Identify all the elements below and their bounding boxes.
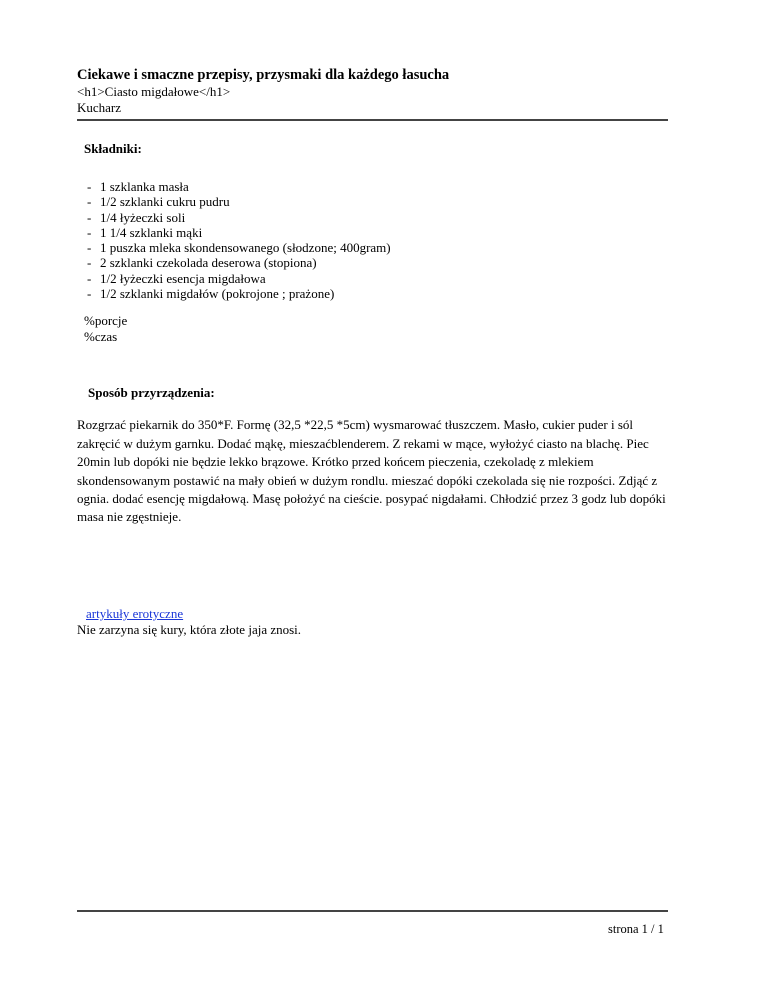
ingredient-item — [87, 179, 668, 194]
servings-placeholder: %porcje — [84, 313, 128, 329]
ingredient-text: 1/2 szklanki migdałów (pokrojone ; prażone) — [100, 286, 335, 302]
list-bullet: - — [87, 255, 92, 271]
document-page — [77, 66, 668, 638]
list-bullet: - — [87, 286, 92, 302]
ingredient-item — [87, 225, 668, 240]
ingredient-item — [87, 271, 668, 286]
ingredient-text: 2 szklanki czekolada deserowa (stopiona) — [100, 255, 317, 271]
author-name: Kucharz — [77, 100, 122, 115]
ingredient-text: 1/2 łyżeczki esencja migdałowa — [100, 270, 266, 286]
method-heading: Sposób przyrządzenia: — [88, 385, 215, 401]
list-bullet: - — [87, 209, 92, 225]
ingredient-item — [87, 286, 668, 301]
ingredient-text: 1 szklanka masła — [100, 179, 189, 194]
list-bullet: - — [87, 224, 92, 240]
ingredient-text: 1/4 łyżeczki soli — [100, 209, 186, 225]
list-bullet: - — [87, 240, 92, 256]
list-bullet: - — [87, 270, 92, 286]
ingredients-heading: Składniki: — [84, 141, 142, 156]
ad-link[interactable]: artykuły erotyczne — [86, 605, 184, 621]
ingredient-item — [87, 194, 668, 209]
footer-links — [77, 606, 668, 638]
page-number: strona 1 / 1 — [608, 922, 664, 936]
footer-divider — [77, 910, 668, 912]
ingredient-text: 1 1/4 szklanki mąki — [100, 224, 203, 240]
list-bullet: - — [87, 194, 92, 210]
site-title: Ciekawe i smaczne przepisy, przysmaki dla każdego łasucha — [77, 67, 450, 83]
recipe-title: <h1>Ciasto migdałowe</h1> — [77, 84, 231, 99]
ingredient-text: 1/2 szklanki cukru pudru — [100, 194, 230, 210]
header-divider — [77, 119, 668, 121]
ingredient-item — [87, 240, 668, 255]
ingredients-list — [77, 179, 668, 301]
proverb-text: Nie zarzyna się kury, która złote jaja znosi. — [77, 621, 302, 637]
ingredient-item — [87, 210, 668, 225]
ingredient-text: 1 puszka mleka skondensowanego (słodzone; 400gram) — [100, 240, 391, 256]
list-bullet: - — [87, 179, 92, 194]
time-placeholder: %czas — [84, 328, 118, 344]
recipe-meta — [77, 313, 668, 344]
method-text: Rozgrzać piekarnik do 350*F. Formę (32,5 *22,5 *5cm) wysmarować tłuszczem. Masło, cukier puder i sól zakręcić w dużym garnku. Dodać mąkę, mieszaćblenderem. Z rekami w mące, wyłożyć ciasto na blachę. Piec 20min lub dopóki nie będzie lekko brązowe. Krótko przed końcem pieczenia, czekoladę z mlekiem skondensowanym postawić na mały obień w dużym rondlu. mieszać dopóki czekolada się nie rozpości. Zdjąć z ognia. dodać esencję migdałową. Masę położyć na cieście. posypać nigdałami. Chłodzić przez 3 godz lub dopóki masa nie zgęstnieje. — [77, 417, 666, 525]
ingredient-item — [87, 255, 668, 270]
